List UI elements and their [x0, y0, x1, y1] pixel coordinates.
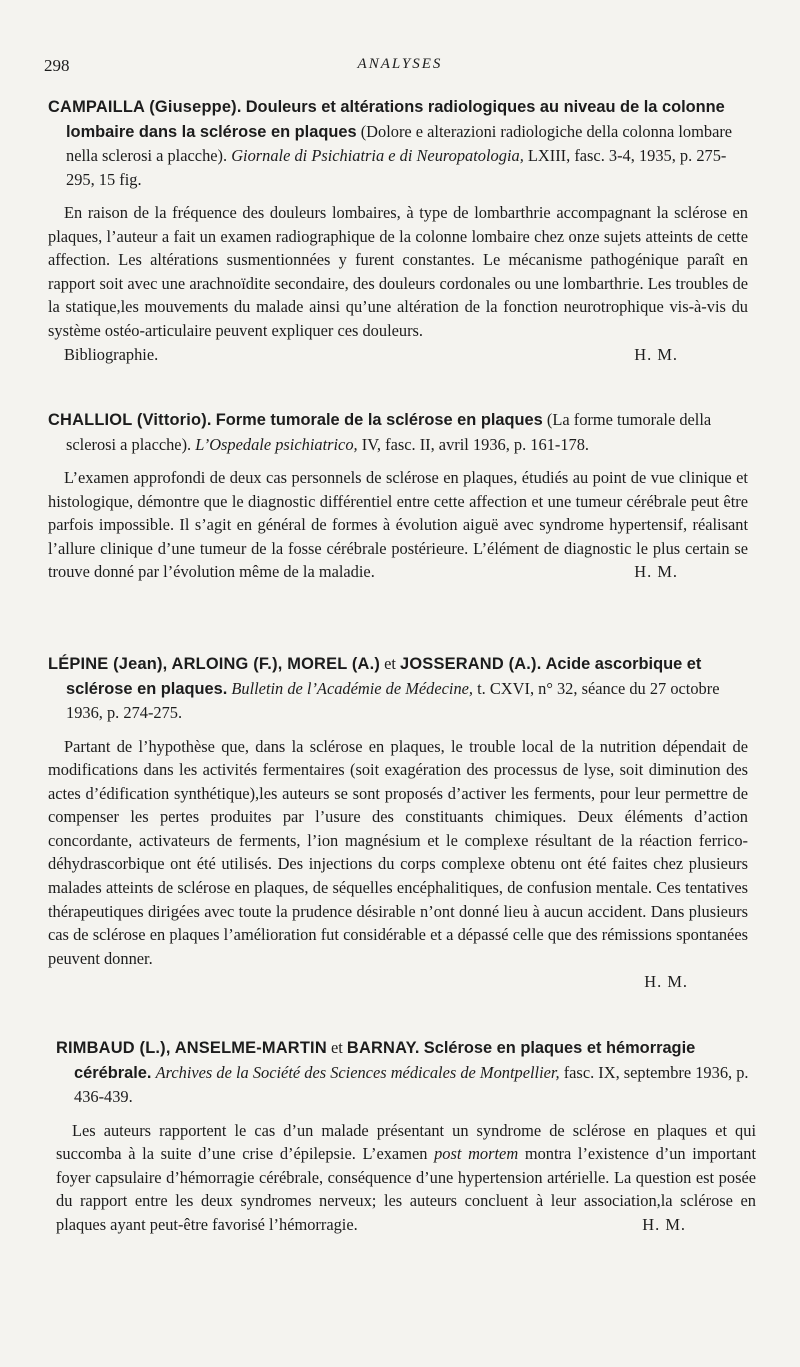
original-title: (Dolore e alterazioni radiologiche della colonna lombare nella sclerosi a placche).	[66, 121, 733, 165]
reviewer-signature: H. M.	[634, 344, 678, 364]
page-header	[44, 56, 756, 80]
reviewer-signature: H. M.	[634, 562, 678, 582]
reviewer-signature: H. M.	[644, 972, 688, 992]
article-body: En raison de la fréquence des douleurs lombaires, à type de lombarthrie accompagnant la sclérose en plaques, l’auteur a fait un examen radiographique de la colonne lombaire chez onze sujets atteints de cette affection. Les altérations susmentionnées y furent constantes. Le mécanisme pathogénique paraît en rapport soit avec une arachnoïdite secondaire, des douleurs cordonales ou une lombarthrie. Les troubles de la statique,les mouvements du malade ainsi qu’une altération de la fonction neurotrophique vis-à-vis du système ostéo-articulaire peuvent expliquer ces douleurs.	[48, 203, 748, 340]
article-authors: RIMBAUD (L.), ANSELME-MARTIN	[56, 1039, 327, 1057]
journal-reference: LXIII, fasc. 3-4, 1935, p. 275-295, 15 fig.	[66, 146, 727, 189]
journal-reference: IV, fasc. II, avril 1936, p. 161-178.	[361, 434, 590, 454]
article-lepine	[48, 652, 748, 994]
article-body: Partant de l’hypothèse que, dans la sclérose en plaques, le trouble local de la nutrition dépendait de modifications dans les activités fermentaires (soit exagération des processus de lyse, soit diminution des actes d’édification synthétique),les auteurs se sont proposés d’activer les ferments, pour leur permettre de compenser les pertes produites par l’usure des constituants chimiques. Deux éléments d’action concordante, activateurs de ferments, l’ion magnésium et le complexe résultant de la réaction ferrico-déhydrascorbique ont été utilisés. Des injections du corps complexe obtenu ont été faites chez plusieurs malades atteints de sclérose en plaques, de séquelles encéphalitiques, de confusion mentale. Ces tentatives thérapeutiques dirigées avec toute la prudence désirable n’ont donné lieu à aucun accident. Dans plusieurs cas de sclérose en plaques l’amélioration fut considérable et a dépassé celle que des rémissions spontanées peuvent donner.	[48, 736, 748, 968]
journal-name: Archives de la Société des Sciences médicales de Montpellier,	[155, 1062, 560, 1082]
article-last-author: BARNAY.	[346, 1039, 420, 1057]
reviewer-signature: H. M.	[642, 1214, 686, 1234]
article-heading	[56, 1036, 756, 1109]
bibliography-note: Bibliographie.	[64, 344, 159, 364]
article-body-pre: Les auteurs rapportent le cas d’un malade présentant un syndrome de sclérose en plaques et qui succomba à la suite d’une crise d’épilepsie. L’examen	[56, 1120, 756, 1164]
article-body	[48, 466, 748, 584]
article-title: Douleurs et altérations radiologiques au niveau de la colonne lombaire dans la sclérose en plaques	[66, 98, 725, 141]
article-heading	[48, 652, 748, 725]
article-body-text: L’examen approfondi de deux cas personnels de sclérose en plaques, étudiés au point de vue clinique et histologique, démontre que le diagnostic différentiel entre cette affection et une tumeur cérébrale peut être parfois impossible. Il s’agit en général de formes à évolution aiguë avec syndrome hypertensif, réalisant l’allure clinique d’une tumeur de la fosse cérébrale postérieure. L’élément de diagnostic le plus certain se trouve donné par l’évolution même de la maladie.	[48, 468, 748, 582]
article-title: Sclérose en plaques et hémorragie cérébrale.	[74, 1039, 696, 1082]
authors-join: et	[384, 654, 396, 673]
article-rimbaud	[56, 1036, 756, 1236]
article-title: Acide ascorbique et sclérose en plaques.	[66, 655, 702, 698]
article-heading	[48, 95, 748, 191]
article-body	[56, 1119, 756, 1237]
article-title: Forme tumorale de la sclérose en plaques	[215, 411, 543, 429]
article-body-italic: post mortem	[434, 1144, 519, 1164]
page-number: 298	[44, 56, 70, 75]
article-heading	[48, 408, 748, 456]
journal-reference: t. CXVI, n° 32, séance du 27 octobre 1936, p. 274-275.	[66, 678, 720, 722]
article-challiol	[48, 408, 748, 584]
article-campailla	[48, 95, 748, 366]
journal-name: L’Ospedale psichiatrico,	[195, 434, 358, 454]
journal-reference: fasc. IX, septembre 1936, p. 436-439.	[74, 1062, 749, 1106]
article-authors: CAMPAILLA (Giuseppe).	[48, 98, 242, 116]
article-last-author: JOSSERAND (A.).	[400, 655, 542, 673]
running-title: ANALYSES	[357, 56, 443, 72]
article-body-post: montra l’existence d’un important foyer capsulaire d’hémorragie cérébrale, conséquence d’une hypertension artérielle. La question est posée du rapport entre les deux syndromes nerveux; les auteurs concluent à leur association,la sclérose en plaques ayant peut-être favorisé l’hémorragie.	[56, 1144, 756, 1234]
journal-name: Giornale di Psichiatria e di Neuropatologia,	[231, 146, 524, 165]
journal-name: Bulletin de l’Académie de Médecine,	[231, 678, 474, 698]
signature-row	[48, 343, 748, 367]
authors-join: et	[330, 1038, 343, 1057]
article-authors: CHALLIOL (Vittorio).	[48, 411, 212, 429]
article-authors: LÉPINE (Jean), ARLOING (F.), MOREL (A.)	[48, 655, 380, 673]
original-title: (La forme tumorale della sclerosi a placche).	[66, 410, 712, 454]
signature-row	[48, 970, 748, 994]
